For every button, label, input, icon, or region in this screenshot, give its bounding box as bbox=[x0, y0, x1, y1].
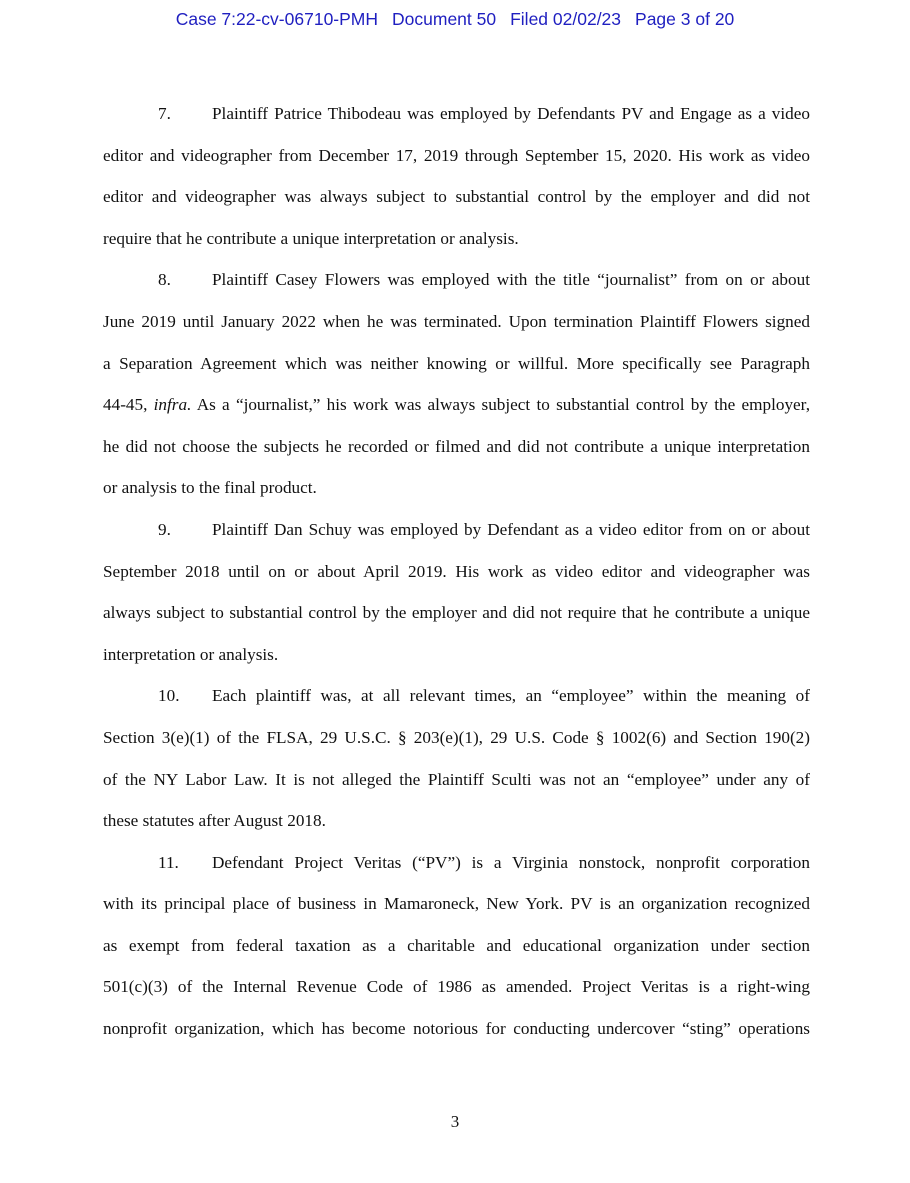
paragraph-line: with its principal place of business in Mamaroneck, New York. PV is an organization recognized bbox=[103, 894, 810, 914]
paragraph-line: editor and videographer from December 17, 2019 through September 15, 2020. His work as video bbox=[103, 145, 810, 165]
document-body bbox=[103, 93, 810, 1050]
header-document: Document 50 bbox=[392, 9, 497, 29]
header-filed-date: Filed 02/02/23 bbox=[510, 9, 622, 29]
paragraph-line: or analysis to the final product. bbox=[103, 478, 317, 498]
paragraph-8 bbox=[103, 259, 810, 509]
paragraph-line: 501(c)(3) of the Internal Revenue Code of 1986 as amended. Project Veritas is a right-wing bbox=[103, 977, 810, 997]
case-header bbox=[0, 9, 910, 30]
paragraph-line: he did not choose the subjects he recorded or filmed and did not contribute a unique interpretation bbox=[103, 436, 810, 456]
paragraph-number: 8. bbox=[158, 270, 171, 290]
header-page: Page 3 of 20 bbox=[635, 9, 735, 29]
paragraph-line: June 2019 until January 2022 when he was terminated. Upon termination Plaintiff Flowers signed bbox=[103, 311, 810, 331]
paragraph-line: of the NY Labor Law. It is not alleged the Plaintiff Sculti was not an “employee” under any of bbox=[103, 769, 810, 789]
paragraph-line: Plaintiff Casey Flowers was employed with the title “journalist” from on or about bbox=[212, 270, 810, 290]
paragraph-line: require that he contribute a unique interpretation or analysis. bbox=[103, 228, 519, 248]
paragraph-9 bbox=[103, 509, 810, 675]
paragraph-7 bbox=[103, 93, 810, 259]
paragraph-line: these statutes after August 2018. bbox=[103, 811, 326, 831]
paragraph-line: 44-45, bbox=[103, 395, 154, 415]
paragraph-line: Each plaintiff was, at all relevant times, an “employee” within the meaning of bbox=[212, 686, 810, 706]
header-case-number: Case 7:22-cv-06710-PMH bbox=[175, 9, 379, 29]
paragraph-line: As a “journalist,” his work was always subject to substantial control by the employer, bbox=[196, 395, 810, 415]
paragraph-line: September 2018 until on or about April 2019. His work as video editor and videographer was bbox=[103, 561, 810, 581]
paragraph-line: interpretation or analysis. bbox=[103, 644, 279, 664]
paragraph-number: 7. bbox=[158, 104, 171, 123]
italic-citation: infra. bbox=[153, 395, 192, 415]
paragraph-line: Plaintiff Patrice Thibodeau was employed by Defendants PV and Engage as a video bbox=[212, 104, 810, 123]
paragraph-line: editor and videographer was always subject to substantial control by the employer and did not bbox=[103, 187, 810, 207]
paragraph-10 bbox=[103, 675, 810, 841]
paragraph-line: as exempt from federal taxation as a charitable and educational organization under section bbox=[103, 935, 810, 955]
paragraph-line: a Separation Agreement which was neither knowing or willful. More specifically see Paragraph bbox=[103, 353, 810, 373]
paragraph-line: Plaintiff Dan Schuy was employed by Defendant as a video editor from on or about bbox=[212, 519, 810, 539]
paragraph-number: 10. bbox=[158, 686, 180, 706]
paragraph-number: 11. bbox=[158, 852, 179, 872]
paragraph-line: Section 3(e)(1) of the FLSA, 29 U.S.C. § 203(e)(1), 29 U.S. Code § 1002(6) and Section 190(2) bbox=[103, 727, 810, 747]
paragraph-line: Defendant Project Veritas (“PV”) is a Virginia nonstock, nonprofit corporation bbox=[212, 852, 810, 872]
page-number: 3 bbox=[450, 1112, 460, 1131]
paragraph-number: 9. bbox=[158, 519, 171, 539]
paragraph-11 bbox=[103, 842, 810, 1050]
paragraph-line: always subject to substantial control by the employer and did not require that he contribute a unique bbox=[103, 603, 810, 623]
paragraph-line: nonprofit organization, which has become notorious for conducting undercover “sting” operations bbox=[103, 1019, 810, 1039]
